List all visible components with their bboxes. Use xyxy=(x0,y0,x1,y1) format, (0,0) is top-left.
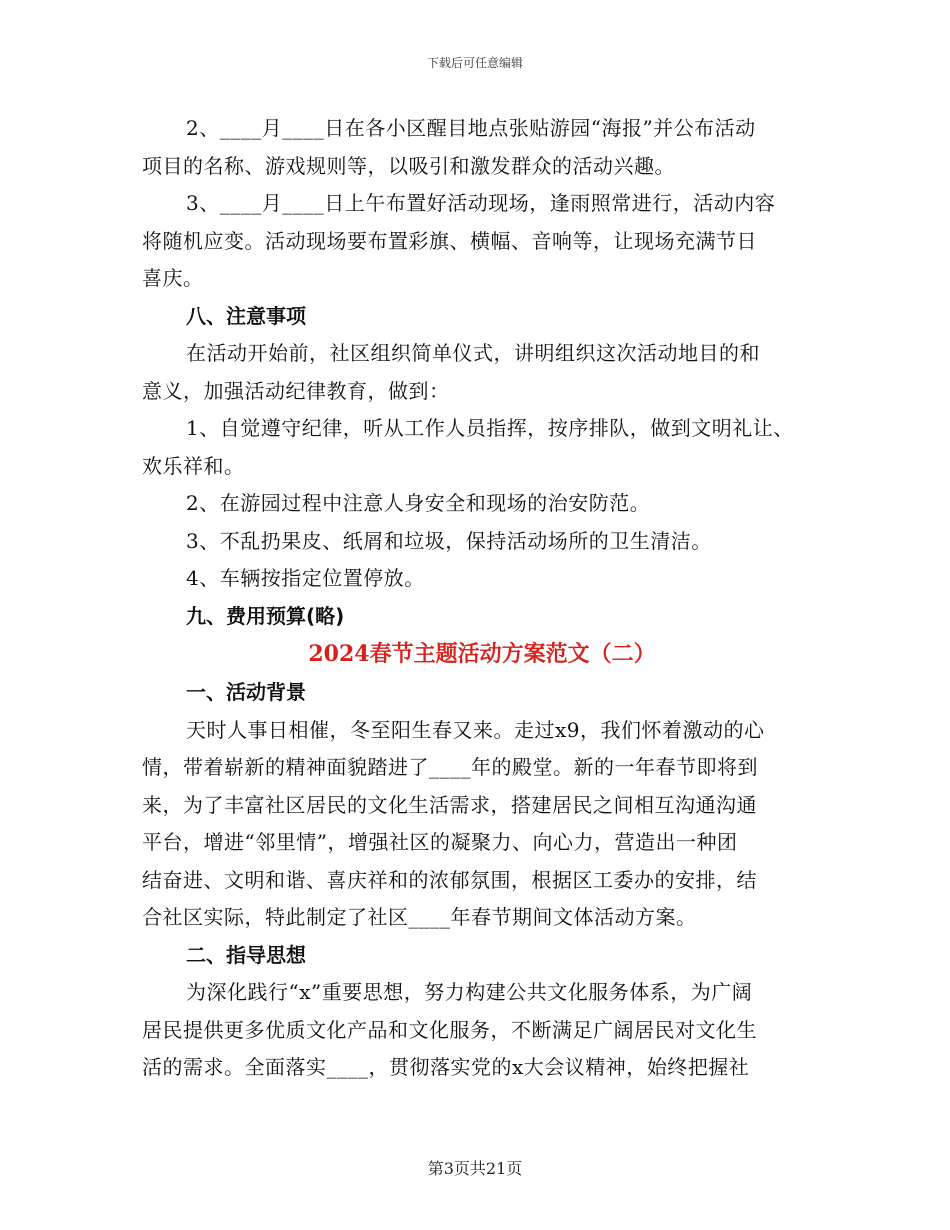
paragraph-line: 意义，加强活动纪律教育，做到： xyxy=(142,378,450,403)
paragraph xyxy=(142,410,822,485)
paragraph-line: 2、在游园过程中注意人身安全和现场的治安防范。 xyxy=(186,491,651,515)
paragraph-line: 3、不乱扔果皮、纸屑和垃圾，保持活动场所的卫生清洁。 xyxy=(186,528,712,553)
paragraph-line: 为深化践行“x”重要思想，努力构建公共文化服务体系，为广阔 xyxy=(186,980,753,1004)
paragraph-line: 1、自觉遵守纪律，听从工作人员指挥，按序排队，做到文明礼让、 xyxy=(186,416,794,440)
paragraph-line: 天时人事日相催，冬至阳生春又来。走过x9，我们怀着激动的心 xyxy=(186,717,765,742)
paragraph xyxy=(142,523,822,561)
document-body xyxy=(142,110,822,1087)
paragraph-line: 喜庆。 xyxy=(142,266,204,290)
section-heading: 八、注意事项 xyxy=(186,303,306,328)
paragraph-line: 来，为了丰富社区居民的文化生活需求，搭建居民之间相互沟通沟通 xyxy=(142,792,757,817)
paragraph-line: 情，带着崭新的精神面貌踏进了____年的殿堂。新的一年春节即将到 xyxy=(142,755,758,779)
paragraph xyxy=(142,712,822,937)
paragraph xyxy=(142,974,822,1087)
paragraph xyxy=(142,335,822,410)
paragraph xyxy=(142,110,822,185)
paragraph xyxy=(142,485,822,523)
page-number: 第3页共21页 xyxy=(427,1159,523,1178)
paragraph-line: 2、____月____日在各小区醒目地点张贴游园“海报”并公布活动 xyxy=(186,116,756,140)
paragraph-line: 项目的名称、游戏规则等，以吸引和激发群众的活动兴趣。 xyxy=(142,153,675,178)
paragraph-line: 居民提供更多优质文化产品和文化服务，不断满足广阔居民对文化生 xyxy=(142,1017,757,1042)
header-note: 下载后可任意编辑 xyxy=(426,56,523,70)
paragraph-line: 4、车辆按指定位置停放。 xyxy=(186,566,425,590)
paragraph-line: 在活动开始前，社区组织简单仪式，讲明组织这次活动地目的和 xyxy=(186,341,760,365)
paragraph-line: 3、____月____日上午布置好活动现场，逢雨照常进行，活动内容 xyxy=(186,191,776,215)
section-heading: 二、指导思想 xyxy=(186,942,306,967)
paragraph xyxy=(142,185,822,298)
paragraph-line: 平台，增进“邻里情”，增强社区的凝聚力、向心力，营造出一种团 xyxy=(142,830,738,854)
paragraph xyxy=(142,560,822,598)
paragraph-line: 将随机应变。活动现场要布置彩旗、横幅、音响等，让现场充满节日 xyxy=(142,228,757,253)
section-heading: 九、费用预算(略) xyxy=(186,603,345,628)
paragraph-line: 合社区实际，特此制定了社区____年春节期间文体活动方案。 xyxy=(142,905,697,929)
paragraph-line: 活的需求。全面落实____，贯彻落实党的x大会议精神，始终把握社 xyxy=(142,1055,750,1079)
paragraph-line: 欢乐祥和。 xyxy=(142,453,245,478)
section-heading: 一、活动背景 xyxy=(186,680,306,704)
document-title: 2024春节主题活动方案范文（二） xyxy=(308,641,656,667)
paragraph-line: 结奋进、文明和谐、喜庆祥和的浓郁氛围，根据区工委办的安排，结 xyxy=(142,867,757,892)
